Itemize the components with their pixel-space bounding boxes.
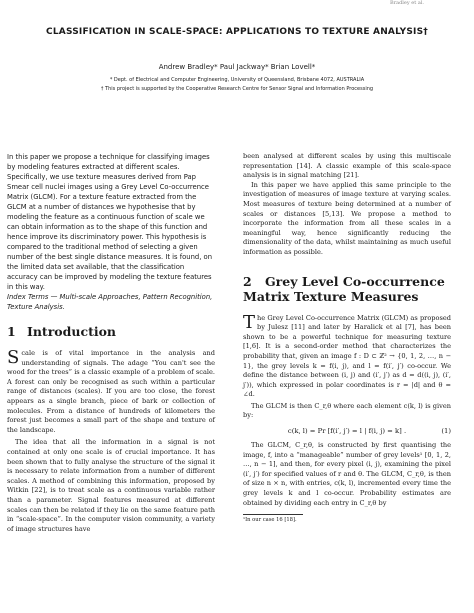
footnote-rule xyxy=(243,514,303,515)
affiliation-1: * Dept. of Electrical and Computer Engineering, University of Queensland, Brisbane 4072, AUSTRALIA xyxy=(109,77,365,83)
left-column xyxy=(7,152,215,534)
right-column xyxy=(243,152,451,524)
footnote: ¹In our case 16 [18]. xyxy=(243,517,297,524)
glcm-paragraph-2: The GLCM is then C_r,θ where each element c(k, l) is given by: xyxy=(243,401,451,420)
glcm-paragraph-3: The GLCM, C_r,θ, is constructed by first quantising the image, f, into a “manageable” number of grey levels¹ [0, 1, 2, …, n − 1], and then, for every pixel (i, j), examining the pixel (i′, j′) for specified values of r and θ. The GLCM, C_r,θ, is then of size n × n, with entries, c(k, l), incremented every time the grey levels k and l co-occur. Probability estimates are obtained by dividing each entry in C_r,θ by xyxy=(243,441,451,507)
section-2-heading: 2 Grey Level Co-occurrence Matrix Texture Measures xyxy=(243,273,445,304)
affiliation-2: † This project is supported by the Cooperative Research Centre for Sensor Signal and Information Processing xyxy=(100,86,374,92)
intro-paragraph-4: In this paper we have applied this same principle to the investigation of measures of image texture at varying scales. Most measures of texture being determined at a number of scales or distances [5,13]. We propose a method to incorporate the information from all these scales in a meaningful way, hence significantly reducing the dimensionality of the data, whilst maintaining as much useful information as possible. xyxy=(243,180,451,256)
index-terms: Index Terms — Multi-scale Approaches, Pattern Recognition, Texture Analysis. xyxy=(7,293,213,311)
drop-cap: S xyxy=(7,347,20,368)
paper-title: CLASSIFICATION IN SCALE-SPACE: APPLICATIONS TO TEXTURE ANALYSIS† xyxy=(46,27,428,37)
equation-1: c(k, l) = Pr [f(i′, j′) = l | f(i, j) = k] . (1) xyxy=(287,427,451,436)
affiliations xyxy=(20,76,454,94)
author-list: Andrew Bradley* Paul Jackway* Brian Lovell* xyxy=(158,63,316,71)
intro-paragraph-2: The idea that all the information in a signal is not contained at only one scale is of crucial importance. It has been shown that to fully analyse the structure of the signal it is necessary to relate information from a number of different scales. A method of combining this information, proposed by Witkin [22], is to treat scale as a continuous variable rather than a parameter. Signal features measured at different scales can then be related if they lie on the same feature path in “scale-space”. In the computer vision community, a variety of image structures have xyxy=(7,438,215,533)
page-corner-text: Bradley et al. xyxy=(390,0,424,6)
drop-cap: T xyxy=(243,311,256,333)
section-1-heading: 1 Introduction xyxy=(7,324,117,339)
intro-paragraph-1: Scale is of vital importance in the analysis and understanding of signals. The adage “You can't see the wood for the trees” is a classic example of a problem of scale. A forest can only be recognised as such within a particular range of distances (scales). If you are too close, the forest appears as a single branch, piece of bark or collection of molecules. From a distance of hundreds of kilometers the forest just becomes a small part of the shape and texture of the landscape. xyxy=(7,347,215,434)
intro-paragraph-3: been analysed at different scales by using this multiscale representation [14]. A classic example of this scale-space analysis is in signal matching [21]. xyxy=(243,152,451,180)
abstract: In this paper we propose a technique for classifying images by modeling features extracted at different scales. Specifically, we use texture measures derived from Pap Smear cell nuclei images using a Grey Level Co-occurrence Matrix (GLCM). For a texture feature extracted from the GLCM at a number of distances we hypothesise that by modeling the feature as a continuous function of scale we can obtain information as to the shape of this function and hence improve its discriminatory power. This hypothesis is compared to the traditional method of selecting a given number of the best single distance measures. It is found, on the limited data set available, that the classification accuracy can be improved by modeling the texture features in this way. xyxy=(7,153,213,291)
glcm-paragraph-1: The Grey Level Co-occurrence Matrix (GLCM) as proposed by Julesz [11] and later by Haralick et al [7], has been shown to be a powerful technique for measuring texture [1,6]. It is a second-order method that characterizes the probability that, given an image f : D ⊂ ℤ² → {0, 1, 2, …, n − 1}, the grey levels k = f(i, j), and l = f(i′, j′) co-occur. We define the distance between (i, j) and (i′, j′) as d = d((i, j), (i′, j′)), which expressed in polar coordinates is r = |d| and θ = ∠d. xyxy=(243,311,451,399)
